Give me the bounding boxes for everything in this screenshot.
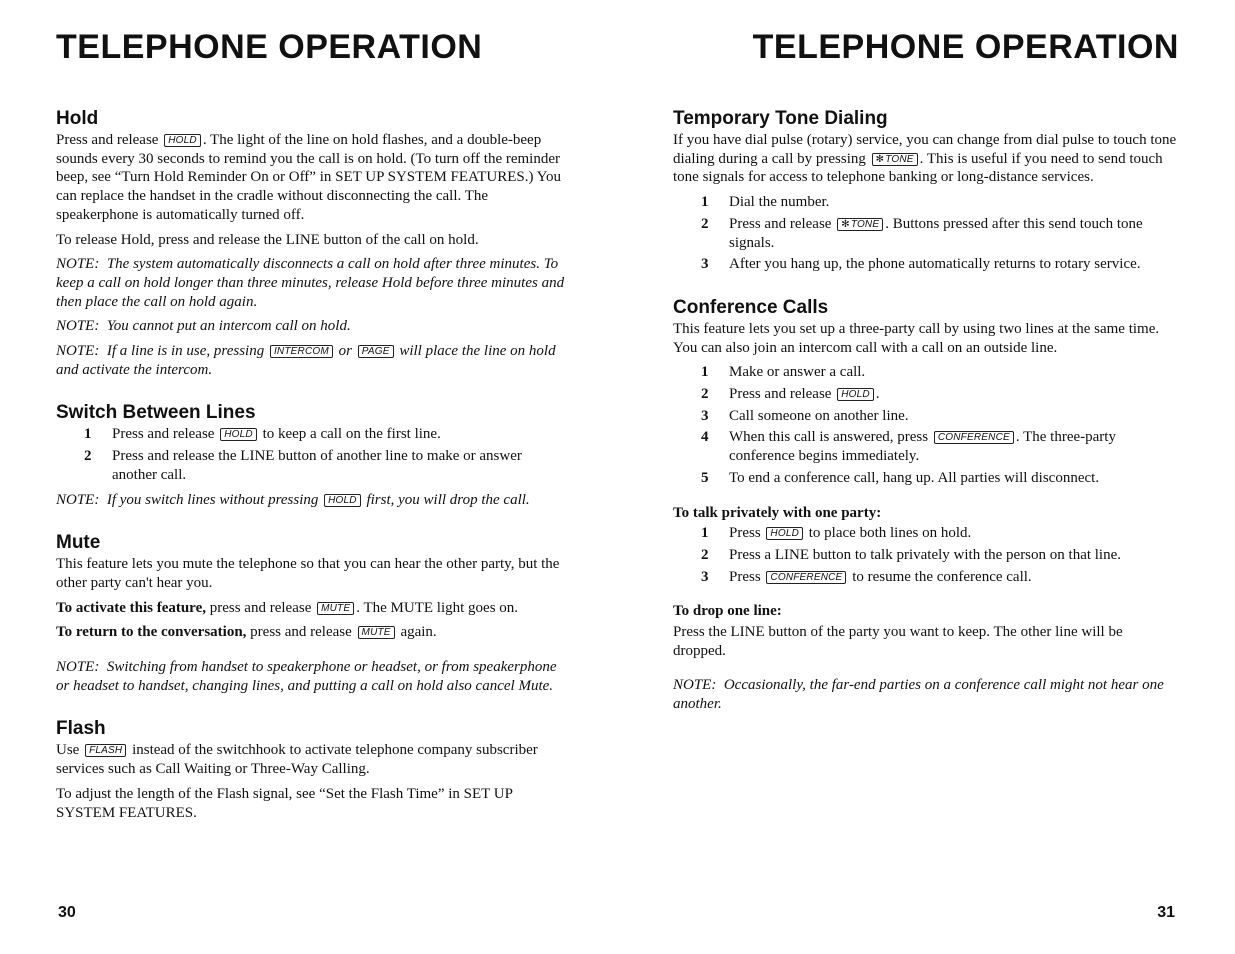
right-content (673, 108, 1179, 720)
tone-dialing-steps (673, 193, 1179, 274)
mute-return-text-a: press and release (250, 624, 352, 641)
mute-key: MUTE (317, 602, 354, 615)
step-text-a: Press (729, 525, 761, 542)
star-icon: ✻ (875, 153, 885, 165)
note-text-b: first, you will drop the call. (366, 491, 530, 508)
mute-paragraph: This feature lets you mute the telephone so that you can hear the other party, but the other party can't hear you. (56, 556, 560, 591)
conference-heading: Conference Calls (673, 296, 829, 318)
switch-lines-note (56, 491, 566, 510)
flash-text-a: Use (56, 742, 80, 759)
step-number: 3 (701, 568, 709, 585)
note-text-a: If you switch lines without pressing (106, 491, 319, 508)
hold-key: HOLD (324, 494, 361, 507)
note-text-a: If a line is in use, pressing (106, 343, 265, 360)
drop-line-paragraph: Press the LINE button of the party you want to keep. The other line will be dropped. (673, 624, 1123, 659)
note-text: Occasionally, the far-end parties on a conference call might not hear one another. (673, 677, 1164, 713)
list-item (673, 407, 1179, 426)
note-text: The system automatically disconnects a call on hold after three minutes. To keep a call on hold longer than three minutes, release Hold before three minutes and then place the call on hold again. (56, 256, 565, 310)
mute-note (56, 658, 566, 695)
tone-key (837, 218, 883, 231)
mute-return-bold: To return to the conversation, (56, 624, 247, 641)
mute-activate-bold: To activate this feature, (56, 599, 206, 616)
list-item (673, 255, 1179, 274)
mute-heading: Mute (56, 532, 101, 554)
mute-section (56, 532, 566, 695)
hold-release-paragraph: To release Hold, press and release the LINE button of the call on hold. (56, 231, 479, 248)
list-item (673, 215, 1179, 252)
list-item (56, 447, 566, 484)
conference-section (673, 297, 1179, 714)
conference-steps (673, 363, 1179, 487)
switch-lines-heading: Switch Between Lines (56, 402, 256, 424)
hold-text-a: Press and release (56, 132, 159, 148)
step-text: To end a conference call, hang up. All parties will disconnect. (729, 469, 1100, 486)
note-text-b: or (338, 343, 352, 360)
flash-adjust-paragraph: To adjust the length of the Flash signal, see “Set the Flash Time” in SET UP SYSTEM FEATURES. (56, 785, 513, 821)
step-text: After you hang up, the phone automatically returns to rotary service. (729, 256, 1141, 273)
conference-key: CONFERENCE (934, 431, 1014, 444)
tone-dialing-paragraph (673, 131, 1179, 187)
step-text: Call someone on another line. (729, 407, 909, 424)
hold-key: HOLD (766, 527, 803, 540)
list-item (56, 425, 566, 444)
switch-lines-steps (56, 425, 566, 484)
note-label: NOTE: (673, 677, 717, 694)
step-number: 1 (84, 426, 92, 443)
hold-key: HOLD (837, 388, 874, 401)
switch-lines-section (56, 402, 566, 509)
hold-key: HOLD (220, 428, 257, 441)
private-talk-steps (673, 524, 1179, 586)
flash-key: FLASH (85, 744, 126, 757)
step-number: 2 (701, 386, 709, 403)
step-number: 2 (701, 546, 709, 563)
tone-key-label: TONE (850, 218, 880, 230)
tone-key (872, 153, 918, 166)
hold-note-2 (56, 317, 566, 336)
step-text-a: Press (729, 568, 761, 585)
step-number: 3 (701, 407, 709, 424)
conference-key: CONFERENCE (766, 571, 846, 584)
right-page (673, 0, 1179, 954)
hold-note-1 (56, 255, 566, 311)
step-number: 4 (701, 429, 709, 446)
list-item (673, 469, 1179, 488)
note-label: NOTE: (56, 318, 100, 335)
step-text: Press and release the LINE button of another line to make or answer another call. (112, 448, 522, 483)
page-number: 31 (1157, 904, 1175, 921)
list-item (673, 524, 1179, 543)
step-text-a: Press and release (729, 215, 832, 232)
note-label: NOTE: (56, 256, 100, 273)
flash-paragraph (56, 741, 566, 778)
mute-key: MUTE (358, 626, 395, 639)
step-number: 1 (701, 364, 709, 381)
conference-paragraph: This feature lets you set up a three-party call by using two lines at the same time. You can also join an intercom call with a call on an outside line. (673, 320, 1160, 356)
list-item (673, 385, 1179, 404)
tone-dialing-heading: Temporary Tone Dialing (673, 108, 888, 129)
step-text: Make or answer a call. (729, 364, 866, 381)
step-text: Dial the number. (729, 194, 830, 211)
page-key: PAGE (358, 345, 394, 358)
hold-text-b: . The light of the line on hold flashes, and a double-beep sounds every 30 seconds to remind you the call is on hold. (To turn off the reminder beep, see “Turn Hold Reminder On or Off” in SET UP SYSTEM FEATURES.) You can replace the handset in the cradle without disconnecting the call. The speakerphone is automatically turned off. (56, 132, 562, 223)
list-item (673, 428, 1179, 465)
hold-note-3 (56, 342, 566, 379)
left-page (56, 0, 566, 954)
hold-section (56, 108, 566, 379)
page-title: TELEPHONE OPERATION (752, 28, 1179, 66)
flash-text-b: instead of the switchhook to activate telephone company subscriber services such as Call Waiting or Three-Way Calling. (56, 742, 538, 778)
note-text: You cannot put an intercom call on hold. (106, 318, 351, 335)
list-item (673, 568, 1179, 587)
private-talk-heading: To talk privately with one party: (673, 504, 882, 521)
list-item (673, 546, 1179, 565)
flash-section (56, 718, 566, 822)
mute-activate (56, 599, 566, 618)
tone-text-a: If you have dial pulse (rotary) service, you can change from dial pulse to touch tone dialing during a call by pressing (673, 132, 1177, 167)
step-text-b: to keep a call on the first line. (262, 426, 441, 443)
intercom-key: INTERCOM (270, 345, 333, 358)
mute-activate-text-a: press and release (209, 599, 312, 616)
note-text: Switching from handset to speakerphone or headset, or from speakerphone or headset to handset, changing lines, and putting a call on hold also cancel Mute. (56, 659, 557, 694)
step-text-b: . The three-party conference begins immediately. (729, 429, 1116, 465)
list-item (673, 193, 1179, 212)
mute-activate-text-b: . The MUTE light goes on. (356, 599, 519, 616)
flash-heading: Flash (56, 718, 106, 740)
mute-return (56, 623, 566, 642)
star-icon: ✻ (841, 218, 850, 230)
step-number: 2 (701, 215, 709, 232)
step-number: 1 (701, 525, 709, 542)
tone-key-label: TONE (885, 153, 914, 165)
step-number: 3 (701, 256, 709, 273)
step-text-b: . Buttons pressed after this send touch tone signals. (729, 215, 1143, 251)
step-number: 2 (84, 448, 92, 465)
note-label: NOTE: (56, 491, 100, 508)
step-text-b: to place both lines on hold. (808, 525, 972, 542)
note-label: NOTE: (56, 343, 100, 360)
step-number: 1 (701, 194, 709, 211)
drop-line-heading: To drop one line: (673, 603, 782, 620)
page-title: TELEPHONE OPERATION (56, 28, 483, 66)
step-text: Press a LINE button to talk privately with the person on that line. (729, 546, 1122, 563)
mute-return-text-b: again. (400, 624, 437, 641)
step-text-a: Press and release (112, 426, 215, 443)
step-text-b: . (875, 386, 880, 403)
tone-text-b: . This is useful if you need to send touch tone signals for access to telephone banking or long-distance services. (673, 150, 1163, 186)
step-text-a: Press and release (729, 386, 832, 403)
conference-note (673, 676, 1179, 713)
step-number: 5 (701, 469, 709, 486)
tone-dialing-section (673, 108, 1179, 274)
note-text-c: will place the line on hold and activate the intercom. (56, 343, 556, 378)
list-item (673, 363, 1179, 382)
step-text-a: When this call is answered, press (729, 429, 929, 446)
hold-paragraph (56, 131, 566, 225)
hold-heading: Hold (56, 108, 99, 129)
hold-key: HOLD (164, 134, 201, 147)
left-content (56, 108, 566, 828)
note-label: NOTE: (56, 659, 100, 676)
step-text-b: to resume the conference call. (852, 568, 1032, 585)
page-number: 30 (58, 904, 76, 921)
